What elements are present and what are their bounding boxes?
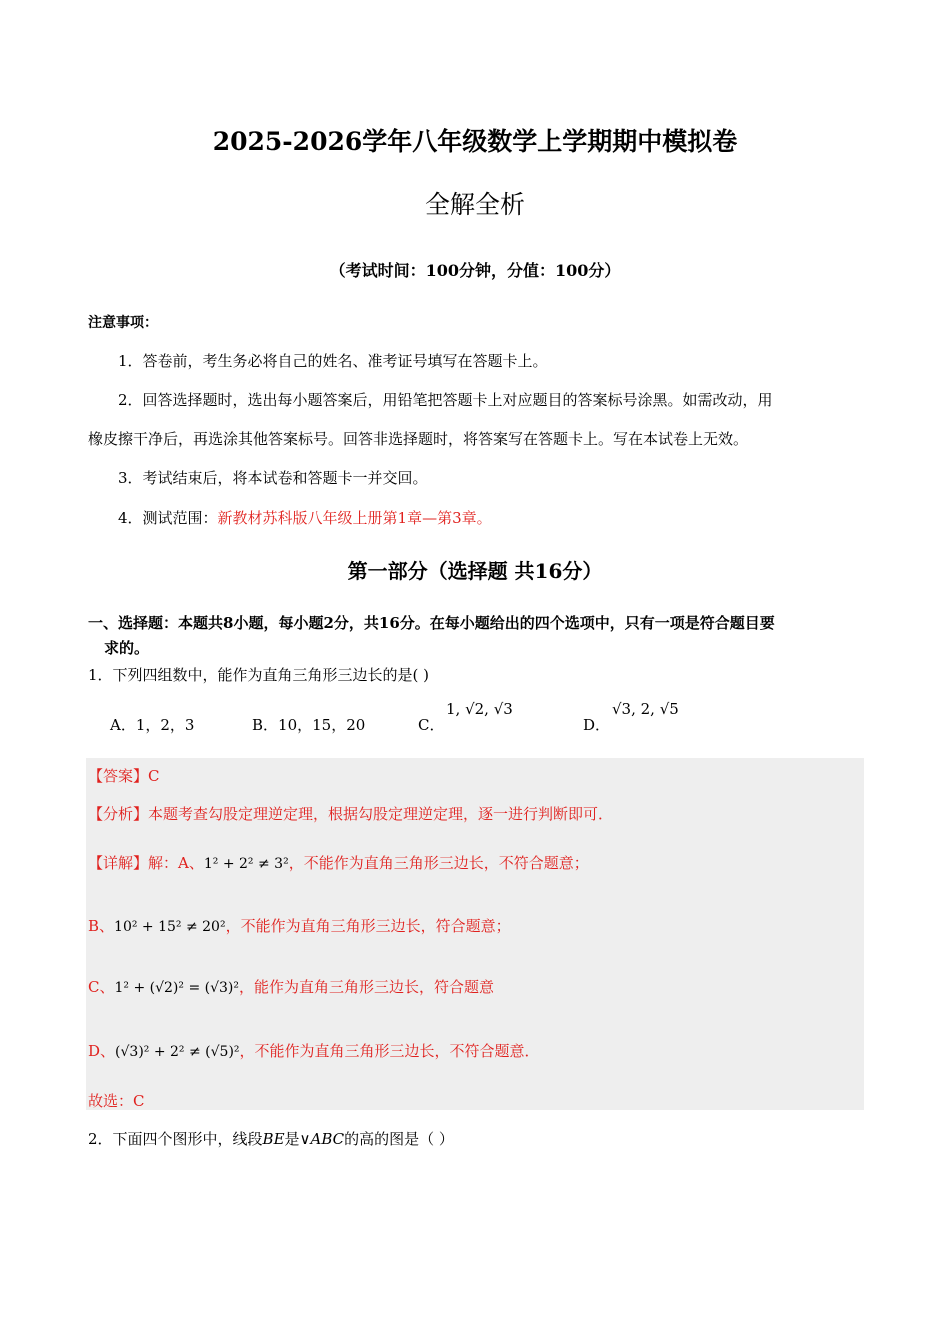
answer-value: C <box>148 767 160 785</box>
notice-item-1: 1．答卷前，考生务必将自己的姓名、准考证号填写在答题卡上。 <box>118 352 548 370</box>
q2-stem <box>88 1128 454 1149</box>
page-title: 2025-2026学年八年级数学上学期期中模拟卷 <box>212 127 738 156</box>
q1-option-d-math: √3, 2, √5 <box>612 700 679 718</box>
page-subtitle: 全解全析 <box>424 190 525 219</box>
detail-line-a <box>88 852 589 873</box>
q1-stem: 1．下列四组数中，能作为直角三角形三边长的是( ) <box>88 666 430 684</box>
notice-item-4-label: 4．测试范围： <box>118 509 218 527</box>
detail-a-math: 1² + 2² ≠ 3² <box>203 856 289 872</box>
exam-info: （考试时间：100分钟，分值：100分） <box>329 261 621 280</box>
notice-item-2-line2: 橡皮擦干净后，再选涂其他答案标号。回答非选择题时，将答案写在答题卡上。写在本试卷上无效。 <box>88 430 749 448</box>
q2-segment: BE <box>262 1130 285 1148</box>
q2-stem-prefix: 2．下面四个图形中，线段 <box>88 1130 263 1148</box>
choose-prefix: 故选： <box>88 1092 134 1110</box>
detail-c-prefix: C、 <box>88 978 115 996</box>
detail-line-c <box>88 976 494 997</box>
part1-instructions-line1: 一、选择题：本题共8小题，每小题2分，共16分。在每小题给出的四个选项中，只有一项是符合题目要 <box>88 614 775 632</box>
notice-item-3: 3．考试结束后，将本试卷和答题卡一并交回。 <box>118 469 428 487</box>
detail-d-text: ，不能作为直角三角形三边长，不符合题意． <box>239 1042 540 1060</box>
q1-option-c-label: C． <box>418 716 445 734</box>
detail-tag: 【详解】 <box>88 854 149 872</box>
test-range: 新教材苏科版八年级上册第1章—第3章。 <box>217 509 492 527</box>
detail-a-prefix: 解：A、 <box>148 854 204 872</box>
q2-stem-suffix: 的高的图是（ ） <box>344 1130 454 1148</box>
q1-option-a: A．1，2，3 <box>110 716 195 734</box>
q1-option-d-label: D． <box>583 716 611 734</box>
detail-line-d <box>88 1040 540 1061</box>
analysis-text: 本题考查勾股定理逆定理，根据勾股定理逆定理，逐一进行判断即可． <box>148 805 614 823</box>
detail-b-prefix: B、 <box>88 917 115 935</box>
detail-c-math: 1² + (√2)² = (√3)² <box>114 980 239 996</box>
part1-instructions-line2: 求的。 <box>104 639 150 657</box>
detail-c-text: ，能作为直角三角形三边长，符合题意 <box>239 978 495 996</box>
answer-tag: 【答案】 <box>88 767 149 785</box>
notice-item-4 <box>118 507 492 528</box>
choose-line <box>88 1090 145 1111</box>
detail-line-b <box>88 915 511 936</box>
q2-stem-mid: 是 <box>284 1130 300 1148</box>
choose-value: C <box>133 1092 145 1110</box>
detail-a-text: ，不能作为直角三角形三边长，不符合题意； <box>288 854 589 872</box>
detail-b-math: 10² + 15² ≠ 20² <box>114 919 226 935</box>
q1-option-c-math: 1, √2, √3 <box>446 700 513 718</box>
detail-b-text: ，不能作为直角三角形三边长，符合题意； <box>225 917 511 935</box>
detail-d-prefix: D、 <box>88 1042 116 1060</box>
detail-d-math: (√3)² + 2² ≠ (√5)² <box>115 1044 240 1060</box>
analysis-tag: 【分析】 <box>88 805 149 823</box>
q2-triangle: ∨ABC <box>299 1130 345 1148</box>
q1-option-b: B．10，15，20 <box>252 716 366 734</box>
analysis-line <box>88 803 613 824</box>
notice-heading: 注意事项： <box>88 315 158 331</box>
answer-line <box>88 765 160 786</box>
notice-item-2-line1: 2．回答选择题时，选出每小题答案后，用铅笔把答题卡上对应题目的答案标号涂黑。如需改动，用 <box>118 391 773 409</box>
part1-heading: 第一部分（选择题 共16分） <box>347 559 603 583</box>
